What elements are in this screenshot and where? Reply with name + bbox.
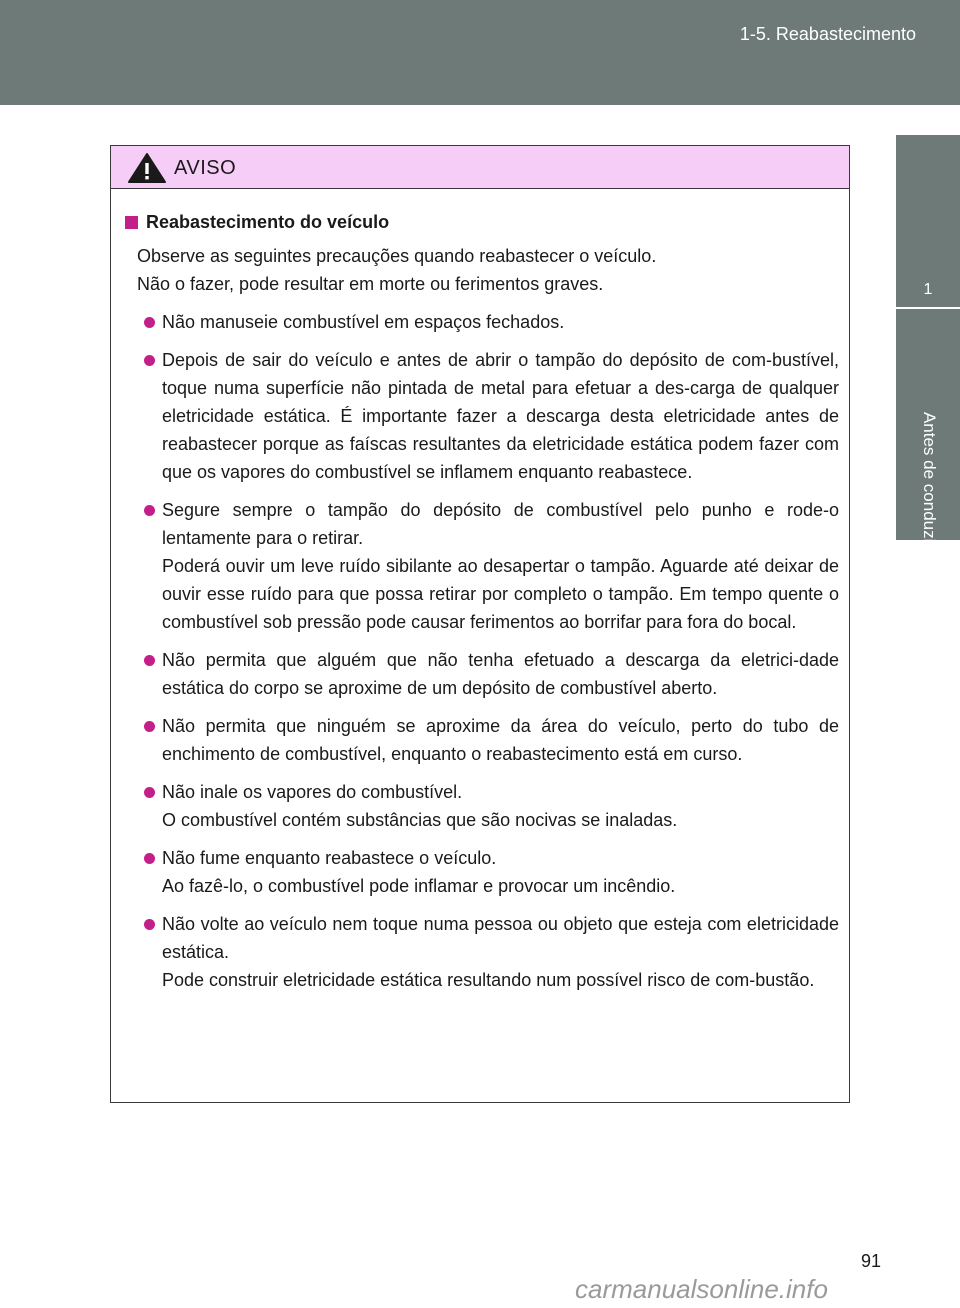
precaution-paragraph: Não fume enquanto reabastece o veículo.: [162, 848, 497, 868]
list-item: [125, 646, 839, 702]
precaution-paragraph: Não permita que alguém que não tenha efetuado a descarga da eletrici-dade estática do corpo se aproxime de um depósito de combustível aberto.: [162, 650, 839, 698]
round-bullet-icon: [144, 853, 155, 864]
chapter-title: Antes de conduzir: [920, 411, 939, 549]
list-item: [125, 844, 839, 900]
round-bullet-icon: [144, 317, 155, 328]
list-item: [125, 346, 839, 486]
header-band: [0, 0, 960, 105]
intro-line: Não o fazer, pode resultar em morte ou ferimentos graves.: [137, 274, 604, 294]
precaution-paragraph: Ao fazê-lo, o combustível pode inflamar e provocar um incêndio.: [162, 876, 676, 896]
page-number: 91: [861, 1251, 882, 1271]
chapter-number: 1: [923, 281, 933, 298]
precaution-text: [162, 496, 839, 636]
precaution-paragraph: Depois de sair do veículo e antes de abrir o tampão do depósito de com-bustível, toque numa superfície não pintada de metal para efetuar a des-carga de qualquer eletricidade estática. É importante fazer a descarga desta eletricidade antes de reabastecer porque as faíscas resultantes da eletricidade estática podem fazer com que os vapores do combustível se inflamem enquanto reabastece.: [162, 350, 839, 482]
chapter-divider: [896, 307, 960, 309]
warning-triangle-icon: [127, 152, 167, 184]
chapter-tab: [896, 135, 960, 549]
section-title: 1-5. Reabastecimento: [739, 24, 916, 44]
square-bullet-icon: [125, 216, 138, 229]
list-item: [125, 910, 839, 994]
list-item: [125, 712, 839, 768]
watermark: carmanualsonline.info: [575, 1274, 828, 1304]
precaution-list: [125, 308, 839, 994]
round-bullet-icon: [144, 505, 155, 516]
section-heading: [125, 208, 839, 236]
round-bullet-icon: [144, 655, 155, 666]
warning-header: [111, 146, 849, 189]
precaution-paragraph: Pode construir eletricidade estática resultando num possível risco de com-bustão.: [162, 970, 815, 990]
round-bullet-icon: [144, 919, 155, 930]
intro-text: [137, 242, 839, 298]
precaution-text: [162, 844, 839, 900]
precaution-paragraph: O combustível contém substâncias que são nocivas se inaladas.: [162, 810, 678, 830]
round-bullet-icon: [144, 355, 155, 366]
precaution-paragraph: Segure sempre o tampão do depósito de combustível pelo punho e rode-o lentamente para o retirar.: [162, 500, 839, 548]
warning-box: [110, 145, 850, 1103]
list-item: [125, 496, 839, 636]
precaution-text: [162, 778, 839, 834]
precaution-paragraph: Não permita que ninguém se aproxime da área do veículo, perto do tubo de enchimento de combustível, enquanto o reabastecimento está em curso.: [162, 716, 839, 764]
warning-label: AVISO: [174, 157, 237, 179]
precaution-paragraph: Poderá ouvir um leve ruído sibilante ao desapertar o tampão. Aguarde até deixar de ouvir esse ruído para que possa retirar por completo o tampão. Em tempo quente o combustível sob pressão pode causar ferimentos ao borrifar para fora do bocal.: [162, 556, 839, 632]
precaution-text: [162, 308, 839, 336]
list-item: [125, 778, 839, 834]
round-bullet-icon: [144, 787, 155, 798]
list-item: [125, 308, 839, 336]
precaution-paragraph: Não inale os vapores do combustível.: [162, 782, 463, 802]
precaution-text: [162, 346, 839, 486]
precaution-text: [162, 910, 839, 994]
precaution-paragraph: Não volte ao veículo nem toque numa pessoa ou objeto que esteja com eletricidade estática.: [162, 914, 839, 962]
round-bullet-icon: [144, 721, 155, 732]
precaution-paragraph: Não manuseie combustível em espaços fechados.: [162, 312, 565, 332]
precaution-text: [162, 646, 839, 702]
warning-body: [111, 189, 849, 994]
precaution-text: [162, 712, 839, 768]
section-heading-text: Reabastecimento do veículo: [146, 212, 390, 232]
intro-line: Observe as seguintes precauções quando reabastecer o veículo.: [137, 246, 657, 266]
